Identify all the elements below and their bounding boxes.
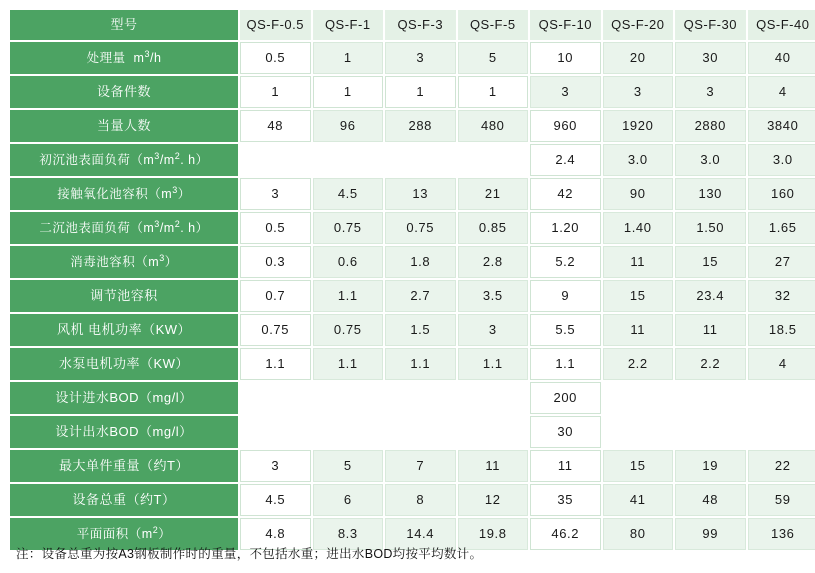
header-model-4: QS-F-10 [530,10,601,40]
header-model-0: QS-F-0.5 [240,10,311,40]
table-row [10,246,815,278]
cell-10-0 [240,382,311,414]
cell-9-4: 1.1 [530,348,601,380]
header-model-5: QS-F-20 [603,10,674,40]
cell-12-3: 11 [458,450,529,482]
cell-13-2: 8 [385,484,456,516]
cell-5-5: 1.40 [603,212,674,244]
cell-3-0 [240,144,311,176]
cell-0-6: 30 [675,42,746,74]
cell-6-4: 5.2 [530,246,601,278]
cell-8-6: 11 [675,314,746,346]
cell-5-1: 0.75 [313,212,384,244]
cell-1-0: 1 [240,76,311,108]
row-label-12: 最大单件重量（约T） [10,450,238,482]
table-row [10,42,815,74]
table-footnote: 注：设备总重为按A3钢板制作时的重量，不包括水重；进出水BOD均按平均数计。 [16,547,483,561]
table-header-row [10,10,815,40]
row-label-0: 处理量 $m^3/h$ [10,42,238,74]
specification-table [8,8,815,552]
cell-0-1: 1 [313,42,384,74]
row-label-6: 消毒池容积$(m^3)$ [10,246,238,278]
cell-13-7: 59 [748,484,815,516]
header-model-7: QS-F-40 [748,10,815,40]
cell-5-0: 0.5 [240,212,311,244]
cell-5-2: 0.75 [385,212,456,244]
table-row [10,110,815,142]
cell-13-3: 12 [458,484,529,516]
cell-8-2: 1.5 [385,314,456,346]
cell-9-2: 1.1 [385,348,456,380]
row-label-5: 二沉池表面负荷（$m^3/m^2$. h） [10,212,238,244]
cell-11-2 [385,416,456,448]
cell-13-0: 4.5 [240,484,311,516]
cell-3-7: 3.0 [748,144,815,176]
cell-1-2: 1 [385,76,456,108]
cell-10-1 [313,382,384,414]
cell-8-0: 0.75 [240,314,311,346]
table-body [10,10,815,550]
cell-2-7: 3840 [748,110,815,142]
row-label-3: 初沉池表面负荷（$m^3/m^2$. h） [10,144,238,176]
row-label-11: 设计出水BOD（mg/l） [10,416,238,448]
cell-13-6: 48 [675,484,746,516]
table-row [10,348,815,380]
cell-11-3 [458,416,529,448]
table-row [10,450,815,482]
cell-4-6: 130 [675,178,746,210]
cell-13-4: 35 [530,484,601,516]
cell-3-1 [313,144,384,176]
cell-0-3: 5 [458,42,529,74]
table-row [10,484,815,516]
cell-2-4: 960 [530,110,601,142]
cell-14-5: 80 [603,518,674,550]
table-row [10,416,815,448]
cell-5-6: 1.50 [675,212,746,244]
cell-14-2: 14.4 [385,518,456,550]
cell-14-4: 46.2 [530,518,601,550]
row-label-14: 平面面积$(m^2)$ [10,518,238,550]
cell-7-1: 1.1 [313,280,384,312]
cell-6-1: 0.6 [313,246,384,278]
cell-7-5: 15 [603,280,674,312]
row-label-8: 风机 电机功率（KW） [10,314,238,346]
cell-8-4: 5.5 [530,314,601,346]
cell-2-6: 2880 [675,110,746,142]
cell-1-6: 3 [675,76,746,108]
cell-12-7: 22 [748,450,815,482]
cell-4-3: 21 [458,178,529,210]
cell-9-6: 2.2 [675,348,746,380]
row-label-4: 接触氧化池容积$(m^3)$ [10,178,238,210]
cell-12-2: 7 [385,450,456,482]
cell-14-6: 99 [675,518,746,550]
cell-10-2 [385,382,456,414]
cell-14-7: 136 [748,518,815,550]
row-label-2: 当量人数 [10,110,238,142]
cell-0-7: 40 [748,42,815,74]
cell-5-4: 1.20 [530,212,601,244]
cell-13-1: 6 [313,484,384,516]
cell-3-2 [385,144,456,176]
cell-5-7: 1.65 [748,212,815,244]
cell-4-7: 160 [748,178,815,210]
cell-6-5: 11 [603,246,674,278]
cell-11-0 [240,416,311,448]
cell-11-4: 30 [530,416,601,448]
cell-4-4: 42 [530,178,601,210]
cell-14-3: 19.8 [458,518,529,550]
cell-9-5: 2.2 [603,348,674,380]
cell-2-0: 48 [240,110,311,142]
cell-1-5: 3 [603,76,674,108]
cell-10-6 [675,382,746,414]
cell-8-1: 0.75 [313,314,384,346]
table-row [10,280,815,312]
cell-9-1: 1.1 [313,348,384,380]
table-row [10,212,815,244]
cell-0-2: 3 [385,42,456,74]
cell-7-0: 0.7 [240,280,311,312]
row-label-7: 调节池容积 [10,280,238,312]
cell-8-7: 18.5 [748,314,815,346]
spec-table-container [8,8,810,552]
header-model-6: QS-F-30 [675,10,746,40]
cell-10-7 [748,382,815,414]
cell-14-1: 8.3 [313,518,384,550]
cell-1-7: 4 [748,76,815,108]
cell-4-0: 3 [240,178,311,210]
cell-8-5: 11 [603,314,674,346]
cell-12-6: 19 [675,450,746,482]
cell-3-3 [458,144,529,176]
header-model-label: 型号 [10,10,238,40]
cell-2-5: 1920 [603,110,674,142]
cell-0-5: 20 [603,42,674,74]
cell-12-5: 15 [603,450,674,482]
cell-6-7: 27 [748,246,815,278]
cell-7-7: 32 [748,280,815,312]
cell-4-1: 4.5 [313,178,384,210]
header-model-1: QS-F-1 [313,10,384,40]
table-row [10,144,815,176]
cell-6-3: 2.8 [458,246,529,278]
cell-2-3: 480 [458,110,529,142]
row-label-10: 设计进水BOD（mg/l） [10,382,238,414]
table-row [10,314,815,346]
cell-7-6: 23.4 [675,280,746,312]
cell-2-1: 96 [313,110,384,142]
header-model-3: QS-F-5 [458,10,529,40]
cell-7-2: 2.7 [385,280,456,312]
cell-13-5: 41 [603,484,674,516]
table-row [10,382,815,414]
cell-0-4: 10 [530,42,601,74]
cell-1-1: 1 [313,76,384,108]
table-row [10,76,815,108]
cell-3-5: 3.0 [603,144,674,176]
cell-11-5 [603,416,674,448]
cell-11-7 [748,416,815,448]
cell-7-4: 9 [530,280,601,312]
table-row [10,178,815,210]
header-model-2: QS-F-3 [385,10,456,40]
cell-10-3 [458,382,529,414]
cell-10-4: 200 [530,382,601,414]
row-label-13: 设备总重（约T） [10,484,238,516]
cell-8-3: 3 [458,314,529,346]
cell-1-3: 1 [458,76,529,108]
cell-12-4: 11 [530,450,601,482]
row-label-1: 设备件数 [10,76,238,108]
cell-9-7: 4 [748,348,815,380]
cell-2-2: 288 [385,110,456,142]
cell-1-4: 3 [530,76,601,108]
cell-5-3: 0.85 [458,212,529,244]
cell-4-2: 13 [385,178,456,210]
cell-11-1 [313,416,384,448]
cell-7-3: 3.5 [458,280,529,312]
cell-6-6: 15 [675,246,746,278]
cell-3-6: 3.0 [675,144,746,176]
cell-14-0: 4.8 [240,518,311,550]
cell-11-6 [675,416,746,448]
cell-0-0: 0.5 [240,42,311,74]
cell-10-5 [603,382,674,414]
cell-6-2: 1.8 [385,246,456,278]
cell-3-4: 2.4 [530,144,601,176]
cell-9-3: 1.1 [458,348,529,380]
cell-4-5: 90 [603,178,674,210]
cell-12-0: 3 [240,450,311,482]
row-label-9: 水泵电机功率（KW） [10,348,238,380]
cell-6-0: 0.3 [240,246,311,278]
cell-12-1: 5 [313,450,384,482]
cell-9-0: 1.1 [240,348,311,380]
